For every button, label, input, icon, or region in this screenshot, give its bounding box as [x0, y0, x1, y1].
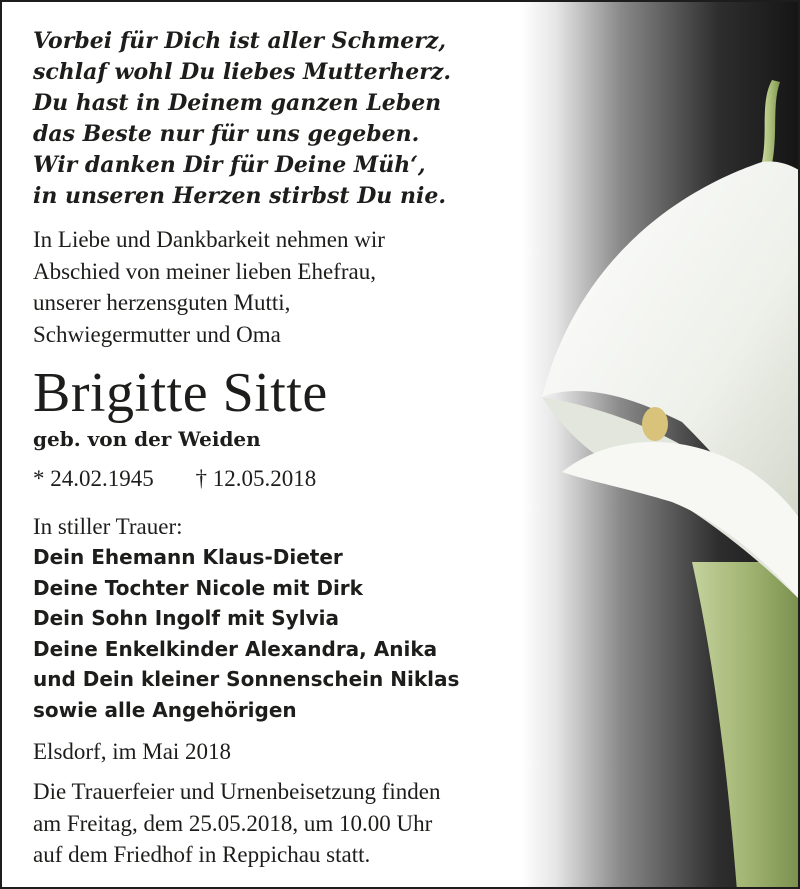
funeral-info: [33, 776, 441, 871]
poem: [33, 26, 553, 212]
funeral-line: am Freitag, dem 25.05.2018, um 10.00 Uhr: [33, 810, 433, 836]
poem-line: schlaf wohl Du liebes Mutterherz.: [33, 59, 451, 85]
poem-line: Wir danken Dir für Deine Müh‘,: [33, 152, 426, 178]
mourner-line: Dein Sohn Ingolf mit Sylvia: [33, 606, 339, 630]
deceased-name: Brigitte Sitte: [33, 362, 328, 424]
intro-line: In Liebe und Dankbarkeit nehmen wir: [33, 227, 385, 252]
mourners-list: [33, 542, 459, 725]
mourner-line: Dein Ehemann Klaus-Dieter: [33, 545, 343, 569]
poem-line: in unseren Herzen stirbst Du nie.: [33, 183, 446, 209]
birth-date: * 24.02.1945: [33, 466, 154, 491]
poem-line: Du hast in Deinem ganzen Leben: [33, 90, 442, 116]
intro-line: unserer herzensguten Mutti,: [33, 290, 291, 315]
place-date: Elsdorf, im Mai 2018: [33, 739, 232, 764]
funeral-line: Die Trauerfeier und Urnenbeisetzung finden: [33, 779, 441, 804]
intro-text: [33, 224, 385, 350]
mourners-label: In stiller Trauer:: [33, 514, 183, 539]
death-date: † 12.05.2018: [195, 466, 317, 491]
mourner-line: Deine Tochter Nicole mit Dirk: [33, 575, 363, 600]
mourner-line: und Dein kleiner Sonnenschein Niklas: [33, 667, 460, 691]
funeral-line: auf dem Friedhof in Reppichau statt.: [33, 842, 371, 867]
intro-line: Schwiegermutter und Oma: [33, 321, 281, 347]
poem-line: Vorbei für Dich ist aller Schmerz,: [33, 28, 446, 54]
poem-line: das Beste nur für uns gegeben.: [33, 121, 420, 147]
life-dates: [33, 464, 316, 494]
maiden-name: geb. von der Weiden: [33, 427, 261, 451]
mourner-line: Deine Enkelkinder Alexandra, Anika: [33, 636, 438, 661]
calla-lily-icon: [522, 2, 800, 889]
mourner-line: sowie alle Angehörigen: [33, 697, 297, 722]
intro-line: Abschied von meiner lieben Ehefrau,: [33, 258, 376, 284]
